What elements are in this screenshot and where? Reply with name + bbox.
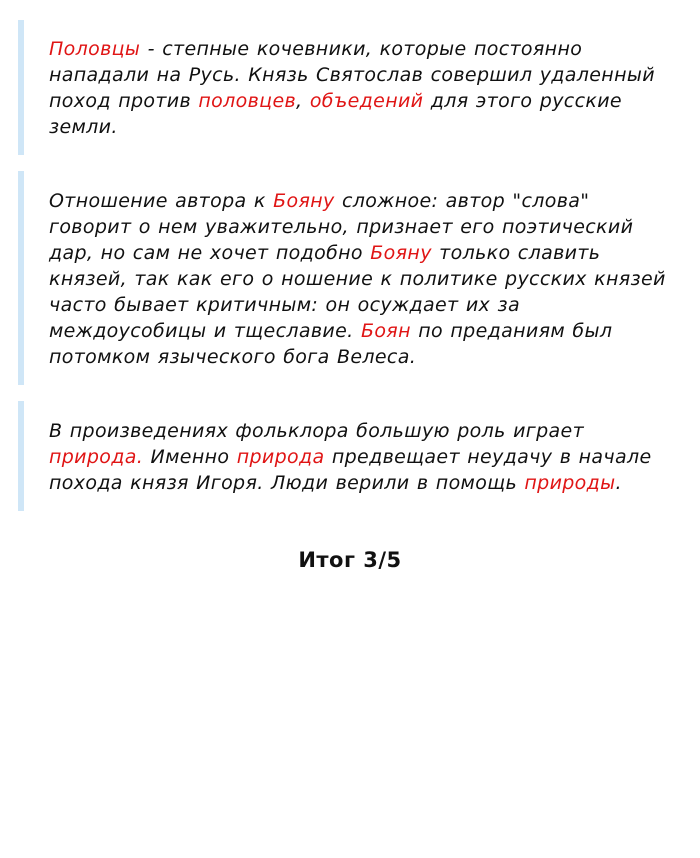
quote-text-3 <box>24 401 668 496</box>
quote-block-3 <box>18 401 668 511</box>
highlight-term: Бояну <box>273 190 335 212</box>
highlight-term: Половцы <box>49 38 141 60</box>
quote-block-1 <box>18 20 668 155</box>
quote-text-1 <box>24 20 668 140</box>
quote-text-2 <box>24 171 668 370</box>
highlight-term: половцев <box>198 90 297 112</box>
highlight-term: природа. <box>49 446 144 468</box>
text-segment: . <box>615 472 622 494</box>
text-segment: - степные кочевники, которые постоянно нападали на Русь. Князь Святослав совершил удаленный поход против <box>49 38 655 112</box>
summary-score: Итог 3/5 <box>298 548 402 572</box>
highlight-term: объедений <box>309 90 424 112</box>
text-segment: только славить князей, так как его о ношение к политике русских князей часто бывает критичным: он осуждает их за междоусобицы и тщеславие. <box>49 242 666 342</box>
highlight-term: Боян <box>360 320 411 342</box>
text-segment: Отношение автора к <box>49 190 274 212</box>
text-segment: для этого русские земли. <box>49 90 622 138</box>
text-segment: , <box>296 90 310 112</box>
highlight-term: Бояну <box>370 242 432 264</box>
text-segment: сложное: автор "слова" говорит о нем уважительно, признает его поэтический дар, но сам не хочет подобно <box>49 190 634 264</box>
text-segment: В произведениях фольклора большую роль играет <box>49 420 584 442</box>
quote-block-2 <box>18 171 668 385</box>
highlight-term: природы <box>524 472 616 494</box>
highlight-term: природа <box>236 446 325 468</box>
text-segment: по преданиям был потомком языческого бога Велеса. <box>49 320 613 368</box>
text-segment: предвещает неудачу в начале похода князя Игоря. Люди верили в помощь <box>49 446 652 494</box>
text-segment: Именно <box>143 446 237 468</box>
